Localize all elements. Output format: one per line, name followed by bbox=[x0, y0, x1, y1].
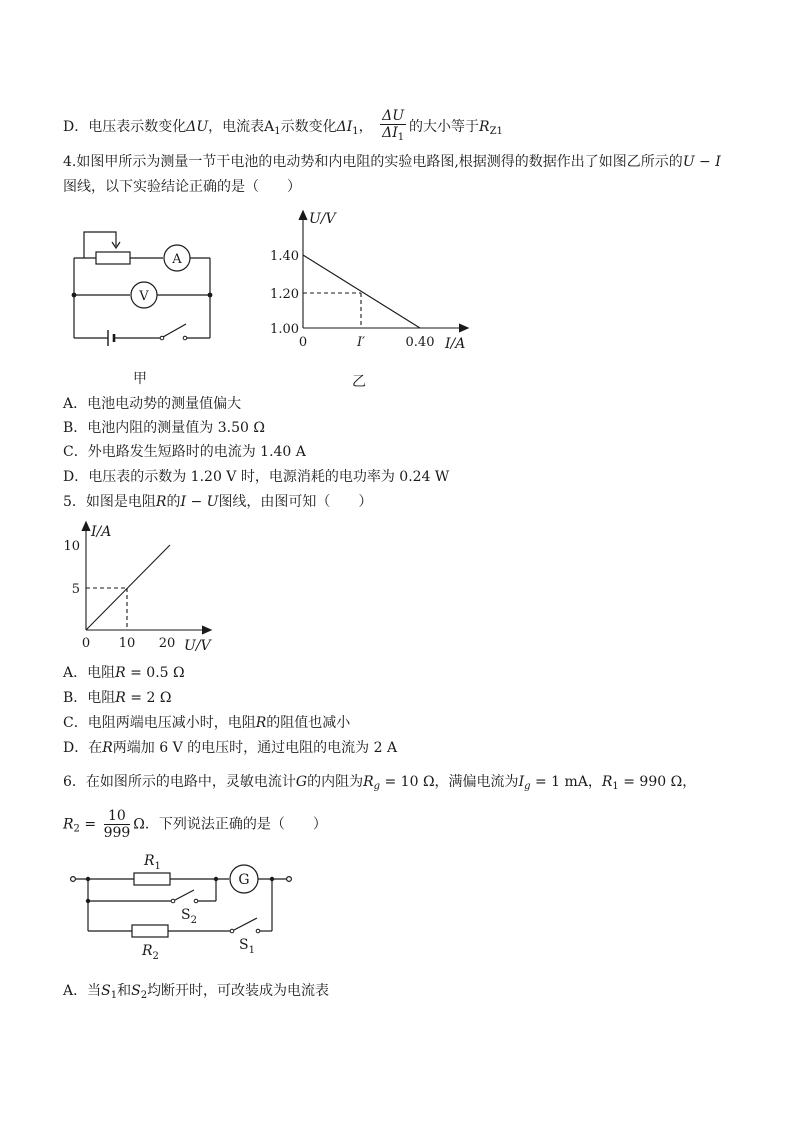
q4-option-b: B．电池内阻的测量值为 3.50 Ω bbox=[63, 420, 265, 436]
q6-stem-ig-value: = 1 mA， bbox=[530, 774, 602, 790]
q6-a-and: 和 bbox=[117, 983, 132, 999]
q3-d-text-1: D．电压表示数变化 bbox=[63, 119, 187, 135]
q5-xtick-10: 10 bbox=[118, 636, 136, 651]
q5-option-c bbox=[63, 713, 350, 733]
rheostat bbox=[96, 252, 130, 264]
yi-xtick-040: 0.40 bbox=[405, 335, 435, 350]
q5-c-r: R bbox=[255, 715, 267, 731]
r2-label: $R_2$ bbox=[142, 943, 159, 962]
q5-stem-text-2: 的 bbox=[166, 494, 181, 510]
q4-option-c: C．外电路发生短路时的电流为 1.40 A bbox=[63, 444, 306, 460]
q3-d-frac-num: ΔU bbox=[382, 108, 405, 124]
q6-stem-text-3: Ω．下列说法正确的是（ ） bbox=[133, 816, 327, 833]
q6-stem-ig-sub: g bbox=[524, 781, 531, 792]
q4-stem-text: 4.如图甲所示为测量一节干电池的电动势和内电阻的实验电路图,根据测得的数据作出了如图乙所示的 bbox=[63, 154, 683, 170]
q3-d-delta-i: ΔI bbox=[336, 119, 353, 135]
q6-r2-num: 10 bbox=[104, 808, 131, 825]
q3-d-comma: ， bbox=[358, 119, 373, 135]
q5-graph bbox=[60, 518, 230, 658]
q5-b-text: B．电阻 bbox=[63, 690, 116, 706]
q6-stem-line1 bbox=[63, 772, 696, 797]
q5-a-r: R bbox=[115, 665, 126, 681]
q3-d-r-sub: Z1 bbox=[489, 126, 503, 137]
q6-stem-r1-sub: 1 bbox=[612, 781, 619, 792]
q3-d-text-2: ，电流表 bbox=[208, 119, 265, 135]
yi-ytick-140: 1.40 bbox=[270, 249, 299, 264]
q4-stem-ui: U − I bbox=[682, 154, 721, 170]
q3-d-fraction bbox=[380, 108, 406, 146]
yi-xtick-0: 0 bbox=[298, 335, 308, 350]
q6-stem-r2: R bbox=[63, 816, 74, 833]
q5-d-r: R bbox=[102, 740, 113, 756]
terminal-left bbox=[71, 877, 76, 882]
voltmeter-label: V bbox=[139, 289, 149, 304]
q3-d-ammeter-sub: 1 bbox=[274, 126, 281, 137]
r2-resistor bbox=[132, 925, 168, 937]
q6-a-s2: S bbox=[131, 983, 141, 999]
r1-label: $R_1$ bbox=[144, 853, 161, 872]
q6-stem-text-2: 的内阻为 bbox=[307, 774, 364, 790]
q5-b-value: = 2 Ω bbox=[125, 690, 172, 706]
yi-ylabel: U/V bbox=[309, 211, 336, 227]
q5-xtick-20: 20 bbox=[158, 636, 176, 651]
yi-xtick-iprime: I′ bbox=[356, 335, 366, 350]
q3-d-r: R bbox=[479, 119, 490, 135]
r1-resistor bbox=[134, 873, 170, 885]
q3-d-text-4: 的大小等于 bbox=[409, 119, 480, 135]
q6-a-text-2: 均断开时，可改装成为电流表 bbox=[147, 983, 330, 999]
q6-r2-den: 999 bbox=[103, 825, 131, 841]
q6-stem-g: G bbox=[295, 774, 308, 790]
q6-a-s1: S bbox=[101, 983, 111, 999]
q5-a-text: A．电阻 bbox=[63, 665, 116, 681]
figure-jia-caption: 甲 bbox=[133, 371, 147, 387]
q6-stem-text-1: 6．在如图所示的电路中，灵敏电流计 bbox=[63, 774, 296, 790]
ammeter-label: A bbox=[172, 252, 182, 267]
q5-stem-iu: I − U bbox=[180, 494, 219, 510]
yi-ytick-120: 1.20 bbox=[270, 287, 299, 302]
q5-a-value: = 0.5 Ω bbox=[125, 665, 185, 681]
yi-ytick-100: 1.00 bbox=[270, 322, 299, 337]
q6-stem-r2-sub: 2 bbox=[73, 823, 80, 835]
q5-stem-text-3: 图线，由图可知（ ） bbox=[218, 494, 373, 510]
q5-c-text-2: 的阻值也减小 bbox=[266, 715, 351, 731]
q3-d-frac-den-sub: 1 bbox=[397, 132, 405, 143]
q6-stem-rg-value: = 10 Ω，满偏电流为 bbox=[380, 774, 519, 790]
q5-d-text-2: 两端加 6 V 的电压时，通过电阻的电流为 2 A bbox=[112, 740, 398, 756]
q6-stem-r1: R bbox=[601, 774, 613, 790]
q6-option-a bbox=[63, 981, 329, 1006]
q4-option-a: A．电池电动势的测量值偏大 bbox=[63, 396, 242, 412]
q4-option-d: D．电压表的示数为 1.20 V 时，电源消耗的电功率为 0.24 W bbox=[63, 469, 450, 485]
q3-option-d bbox=[63, 108, 503, 146]
q5-option-a bbox=[63, 663, 185, 683]
q4-graph-yi bbox=[265, 205, 485, 390]
q6-stem-rg: R bbox=[363, 774, 374, 790]
s1-label: $S_1$ bbox=[239, 937, 255, 956]
figure-yi-caption: 乙 bbox=[352, 374, 366, 390]
iu-line bbox=[86, 545, 170, 630]
q5-stem-text-1: 5．如图是电阻 bbox=[63, 494, 156, 510]
q6-stem-ig: I bbox=[518, 774, 525, 790]
s2-label: $S_2$ bbox=[181, 907, 197, 926]
q6-r2-fraction bbox=[104, 808, 131, 841]
q4-stem-text-2: 图线，以下实验结论正确的是（ ） bbox=[63, 179, 301, 195]
q6-stem-r2-eq: = bbox=[79, 816, 101, 833]
q5-xtick-0: 0 bbox=[81, 636, 91, 651]
q6-a-s2-sub: 2 bbox=[140, 990, 148, 1001]
q3-d-text-3: 示数变化 bbox=[280, 119, 337, 135]
terminal-right bbox=[287, 877, 292, 882]
q5-xlabel: U/V bbox=[184, 638, 211, 654]
q5-stem bbox=[63, 492, 372, 512]
q5-stem-r: R bbox=[155, 494, 167, 510]
q5-option-d bbox=[63, 738, 397, 758]
q5-option-b bbox=[63, 688, 171, 708]
yi-xlabel: I/A bbox=[445, 336, 466, 352]
q3-d-delta-u: ΔU bbox=[186, 119, 209, 135]
q5-ytick-10: 10 bbox=[63, 539, 80, 554]
q3-d-ammeter: A bbox=[264, 119, 275, 135]
galvanometer-label: G bbox=[238, 872, 250, 888]
q3-d-delta-i-sub: 1 bbox=[352, 126, 359, 137]
q6-stem-r1-value: = 990 Ω， bbox=[618, 774, 697, 790]
q5-c-text: C．电阻两端电压减小时，电阻 bbox=[63, 715, 256, 731]
q5-ytick-5: 5 bbox=[71, 582, 80, 597]
q6-a-text-1: A．当 bbox=[63, 983, 102, 999]
q6-stem-line2 bbox=[63, 808, 327, 841]
q3-d-frac-den: ΔI bbox=[382, 125, 398, 141]
q4-stem-line1 bbox=[63, 152, 721, 172]
q6-a-s1-sub: 1 bbox=[110, 990, 118, 1001]
q6-stem-rg-sub: g bbox=[373, 781, 381, 792]
q4-stem-line2 bbox=[63, 177, 301, 197]
q5-b-r: R bbox=[115, 690, 126, 706]
q5-ylabel: I/A bbox=[91, 524, 112, 540]
q4-circuit-jia bbox=[60, 220, 230, 390]
q6-circuit bbox=[60, 845, 310, 965]
q5-d-text: D．在 bbox=[63, 740, 103, 756]
